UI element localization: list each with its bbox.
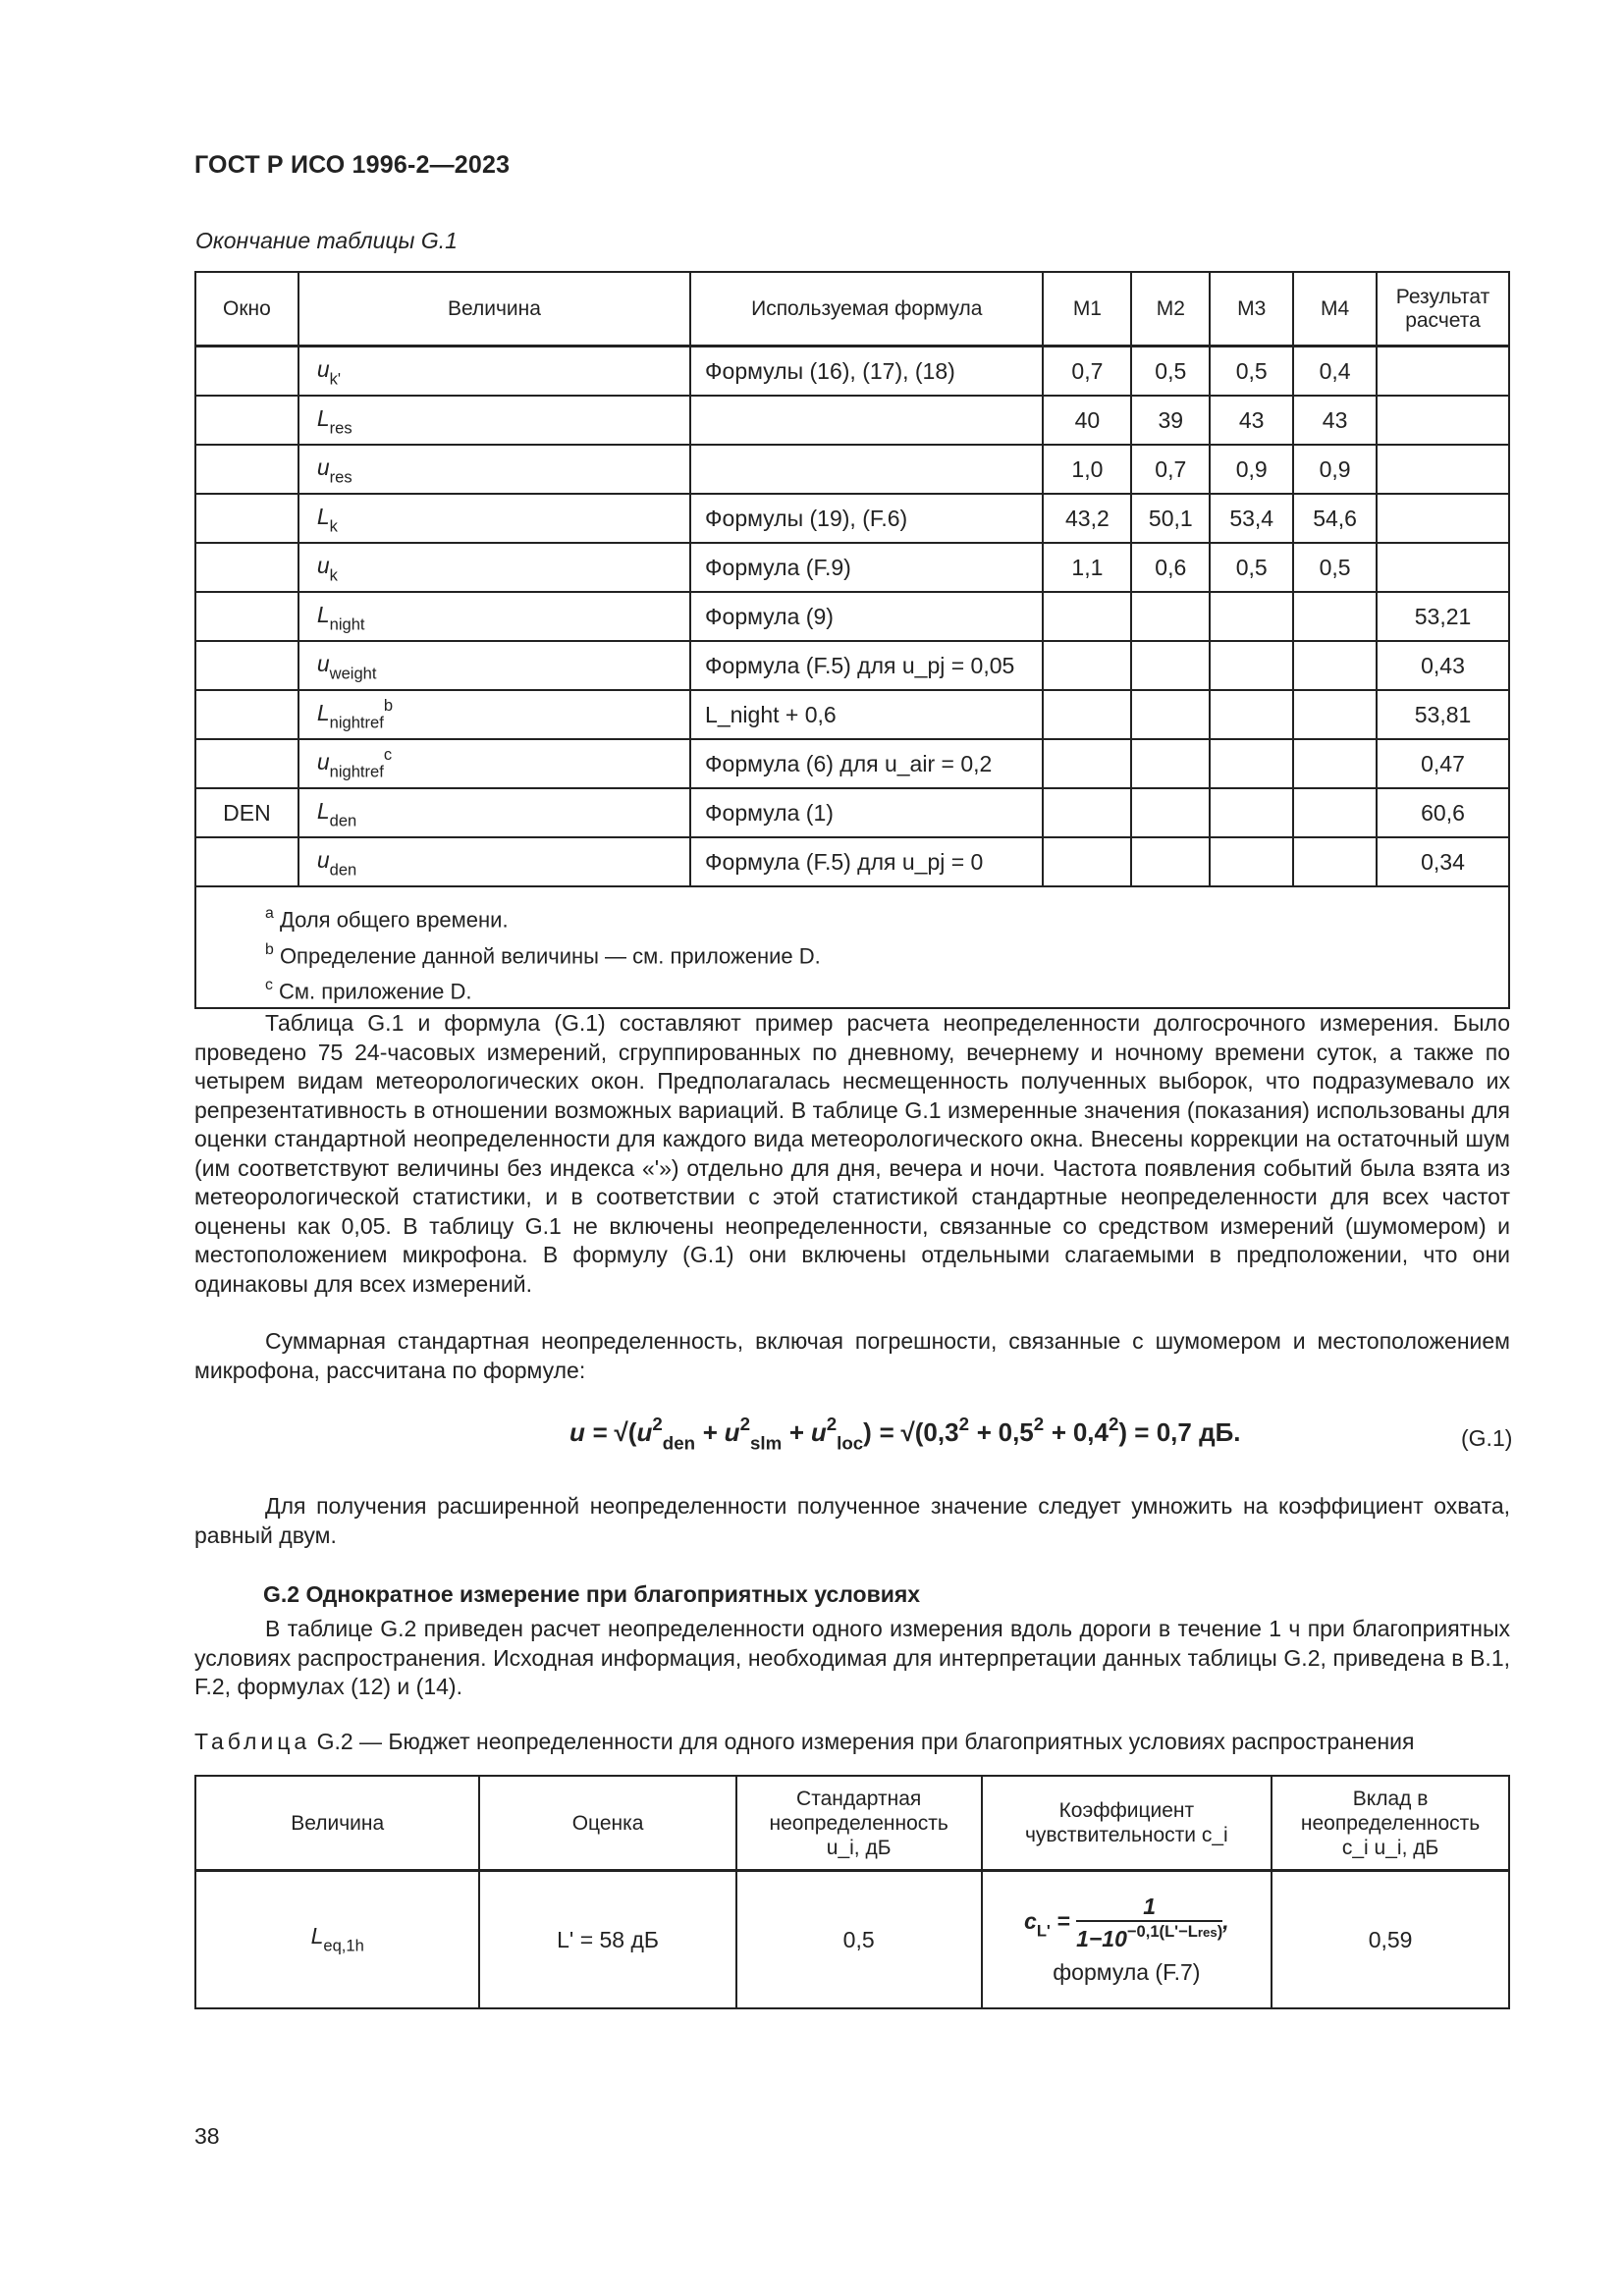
table-g1-body bbox=[195, 347, 1509, 887]
cell-m3: 43 bbox=[1210, 396, 1293, 445]
col-header-m2: M2 bbox=[1131, 272, 1210, 347]
table-row bbox=[195, 347, 1509, 397]
cell-m3 bbox=[1210, 788, 1293, 837]
col-header-m1: M1 bbox=[1043, 272, 1131, 347]
formula-number: (G.1) bbox=[1461, 1425, 1513, 1451]
cell-m2: 50,1 bbox=[1131, 494, 1210, 543]
cell-formula: Формула (9) bbox=[690, 592, 1043, 641]
table1-caption: Окончание таблицы G.1 bbox=[195, 228, 458, 253]
cell-formula: Формулы (19), (F.6) bbox=[690, 494, 1043, 543]
cell-m1: 1,1 bbox=[1043, 543, 1131, 592]
cell-m3: 0,9 bbox=[1210, 445, 1293, 494]
cell-formula: Формула (6) для u_air = 0,2 bbox=[690, 739, 1043, 788]
cell-m2: 39 bbox=[1131, 396, 1210, 445]
cell-m2: 0,7 bbox=[1131, 445, 1210, 494]
cell-result: 60,6 bbox=[1377, 788, 1509, 837]
cell-m3: 53,4 bbox=[1210, 494, 1293, 543]
cell-quantity: $u_{res}$ bbox=[298, 445, 690, 494]
cell-m4: 0,4 bbox=[1293, 347, 1377, 397]
cell-m1 bbox=[1043, 690, 1131, 739]
table-row bbox=[195, 690, 1509, 739]
cell-quantity: $u_{den}$ bbox=[298, 837, 690, 886]
cell-m3 bbox=[1210, 592, 1293, 641]
cell-m4: 0,9 bbox=[1293, 445, 1377, 494]
table-row bbox=[195, 739, 1509, 788]
cell-m3: 0,5 bbox=[1210, 543, 1293, 592]
cell-m2 bbox=[1131, 641, 1210, 690]
cell-result: 53,21 bbox=[1377, 592, 1509, 641]
cell-result: 0,34 bbox=[1377, 837, 1509, 886]
table-header-row bbox=[195, 272, 1509, 347]
t2-header-contribution: Вклад в неопределенность c_i u_i, дБ bbox=[1272, 1776, 1509, 1871]
cell-window bbox=[195, 494, 298, 543]
cell-result bbox=[1377, 347, 1509, 397]
page-number: 38 bbox=[194, 2123, 220, 2149]
cell-m4 bbox=[1293, 837, 1377, 886]
cell-m1 bbox=[1043, 641, 1131, 690]
cell-m2 bbox=[1131, 739, 1210, 788]
document-header: ГОСТ Р ИСО 1996-2—2023 bbox=[194, 151, 511, 179]
cell-m2: 0,6 bbox=[1131, 543, 1210, 592]
cell-m4 bbox=[1293, 641, 1377, 690]
table-row bbox=[195, 396, 1509, 445]
cell-window bbox=[195, 396, 298, 445]
cell-quantity: $L_{nightref}^b$ bbox=[298, 690, 690, 739]
table-row bbox=[195, 494, 1509, 543]
table2-row bbox=[195, 1871, 1509, 2009]
cell-result bbox=[1377, 543, 1509, 592]
table-note: $^c$ См. приложение D. bbox=[265, 977, 472, 1004]
cell-m4 bbox=[1293, 592, 1377, 641]
cell-m1: 43,2 bbox=[1043, 494, 1131, 543]
cell-m2 bbox=[1131, 690, 1210, 739]
table-row bbox=[195, 837, 1509, 886]
table-notes bbox=[195, 886, 1509, 1008]
col-header-window: Окно bbox=[195, 272, 298, 347]
t2-cell-estimate: L' = 58 дБ bbox=[479, 1871, 735, 2009]
cell-m2 bbox=[1131, 837, 1210, 886]
cell-formula bbox=[690, 396, 1043, 445]
paragraph-2: Суммарная стандартная неопределенность, включая погрешности, связанные с шумомером и местоположением микрофона, рассчитана по формуле: bbox=[194, 1328, 1510, 1383]
table-row bbox=[195, 788, 1509, 837]
cell-formula: Формула (F.9) bbox=[690, 543, 1043, 592]
cell-m4 bbox=[1293, 739, 1377, 788]
col-header-m3: M3 bbox=[1210, 272, 1293, 347]
paragraph-1: Таблица G.1 и формула (G.1) составляют пример расчета неопределенности долгосрочного измерения. Было проведено 75 24-часовых измерений, сгруппированных по дневному, вечернему и ночному времени суток, а также по четырем видам метеорологических окон. Предполагалась несмещенность полученных выборок, что подразумевало их репрезентативность в отношении возможных вариаций. В таблице G.1 измеренные значения (показания) использованы для оценки стандартной неопределенности для каждого вида метеорологического окна. Внесены коррекции на остаточный шум (им соответствуют величины без индекса «'») отдельно для дня, вечера и ночи. Частота появления событий была взята из метеорологической статистики, и в соответствии с этой статистикой стандартные неопределенности для всех частот оценены как 0,05. В таблицу G.1 не включены неопределенности, связанные со средством измерений (шумомером) и местоположением микрофона. В формулу (G.1) они включены отдельными слагаемыми в предположении, что они одинаковы для всех измерений. bbox=[194, 1010, 1510, 1297]
cell-formula: Формулы (16), (17), (18) bbox=[690, 347, 1043, 397]
cell-window bbox=[195, 739, 298, 788]
cell-formula: Формула (F.5) для u_pj = 0 bbox=[690, 837, 1043, 886]
t2-header-sensitivity: Коэффициент чувствительности c_i bbox=[982, 1776, 1272, 1871]
cell-window bbox=[195, 543, 298, 592]
cell-window: DEN bbox=[195, 788, 298, 837]
table2-caption: Таблица G.2 — Бюджет неопределенности для одного измерения при благоприятных условиях распространения bbox=[194, 1729, 1415, 1754]
cell-quantity: $u_{k'}$ bbox=[298, 347, 690, 397]
cell-m4 bbox=[1293, 690, 1377, 739]
table-row bbox=[195, 592, 1509, 641]
table-g2 bbox=[194, 1775, 1510, 2009]
sensitivity-formula: $c_{L'}$ = $\frac{1}{1-10^{-0,1(L'-Lres)}}$ , bbox=[1024, 1893, 1229, 1951]
formula-g1: $u = √(u^2_{den} + u^2_{slm} + u^2_{loc}) = √(0,3^2 + 0,5^2 + 0,4^2) = 0,7$ дБ. bbox=[569, 1414, 1241, 1454]
table-note: $^a$ Доля общего времени. bbox=[265, 905, 509, 933]
col-header-m4: M4 bbox=[1293, 272, 1377, 347]
paragraph-4: В таблице G.2 приведен расчет неопределенности одного измерения вдоль дороги в течение 1 ч при благоприятных условиях распространения. Исходная информация, необходимая для интерпретации данных таблицы G.2, приведена в B.1, F.2, формулах (12) и (14). bbox=[194, 1616, 1510, 1699]
cell-m2 bbox=[1131, 592, 1210, 641]
cell-formula bbox=[690, 445, 1043, 494]
t2-header-std-uncertainty: Стандартная неопределенность u_i, дБ bbox=[736, 1776, 982, 1871]
cell-formula: Формула (1) bbox=[690, 788, 1043, 837]
t2-cell-sensitivity bbox=[982, 1871, 1272, 2009]
t2-cell-contribution: 0,59 bbox=[1272, 1871, 1509, 2009]
col-header-formula: Используемая формула bbox=[690, 272, 1043, 347]
cell-result: 0,43 bbox=[1377, 641, 1509, 690]
cell-quantity: $L_{res}$ bbox=[298, 396, 690, 445]
cell-m3 bbox=[1210, 690, 1293, 739]
cell-quantity: $L_{night}$ bbox=[298, 592, 690, 641]
cell-m4: 54,6 bbox=[1293, 494, 1377, 543]
cell-m3 bbox=[1210, 641, 1293, 690]
t2-header-quantity: Величина bbox=[195, 1776, 479, 1871]
table-notes-row bbox=[195, 886, 1509, 1008]
cell-result bbox=[1377, 445, 1509, 494]
cell-m2 bbox=[1131, 788, 1210, 837]
cell-result: 53,81 bbox=[1377, 690, 1509, 739]
cell-quantity: $u_k$ bbox=[298, 543, 690, 592]
t2-header-estimate: Оценка bbox=[479, 1776, 735, 1871]
cell-m4: 0,5 bbox=[1293, 543, 1377, 592]
cell-result bbox=[1377, 396, 1509, 445]
cell-m1 bbox=[1043, 788, 1131, 837]
cell-quantity: $u_{nightref}^c$ bbox=[298, 739, 690, 788]
section-title-g2: G.2 Однократное измерение при благоприятных условиях bbox=[263, 1581, 921, 1607]
cell-quantity: $u_{weight}$ bbox=[298, 641, 690, 690]
cell-m1 bbox=[1043, 739, 1131, 788]
cell-m1: 40 bbox=[1043, 396, 1131, 445]
cell-formula: L_night + 0,6 bbox=[690, 690, 1043, 739]
cell-quantity: $L_{den}$ bbox=[298, 788, 690, 837]
cell-m4 bbox=[1293, 788, 1377, 837]
cell-m3 bbox=[1210, 837, 1293, 886]
cell-quantity: $L_k$ bbox=[298, 494, 690, 543]
cell-window bbox=[195, 641, 298, 690]
cell-m1 bbox=[1043, 837, 1131, 886]
cell-m1: 0,7 bbox=[1043, 347, 1131, 397]
table-note: $^b$ Определение данной величины — см. приложение D. bbox=[265, 940, 821, 968]
table-row bbox=[195, 543, 1509, 592]
table-g1 bbox=[194, 271, 1510, 1009]
cell-result: 0,47 bbox=[1377, 739, 1509, 788]
cell-result bbox=[1377, 494, 1509, 543]
t2-cell-std-uncertainty: 0,5 bbox=[736, 1871, 982, 2009]
col-header-result: Результат расчета bbox=[1377, 272, 1509, 347]
cell-window bbox=[195, 837, 298, 886]
sensitivity-formula-label: формула (F.7) bbox=[1053, 1959, 1201, 1986]
table2-header-row bbox=[195, 1776, 1509, 1871]
paragraph-3: Для получения расширенной неопределенности полученное значение следует умножить на коэффициент охвата, равный двум. bbox=[194, 1493, 1510, 1548]
cell-m1: 1,0 bbox=[1043, 445, 1131, 494]
cell-window bbox=[195, 347, 298, 397]
cell-window bbox=[195, 592, 298, 641]
t2-cell-quantity: $L_{eq,1h}$ bbox=[195, 1871, 479, 2009]
cell-m1 bbox=[1043, 592, 1131, 641]
cell-m4: 43 bbox=[1293, 396, 1377, 445]
table-row bbox=[195, 445, 1509, 494]
cell-m3: 0,5 bbox=[1210, 347, 1293, 397]
cell-m3 bbox=[1210, 739, 1293, 788]
cell-window bbox=[195, 690, 298, 739]
cell-m2: 0,5 bbox=[1131, 347, 1210, 397]
table-row bbox=[195, 641, 1509, 690]
cell-formula: Формула (F.5) для u_pj = 0,05 bbox=[690, 641, 1043, 690]
cell-window bbox=[195, 445, 298, 494]
col-header-quantity: Величина bbox=[298, 272, 690, 347]
